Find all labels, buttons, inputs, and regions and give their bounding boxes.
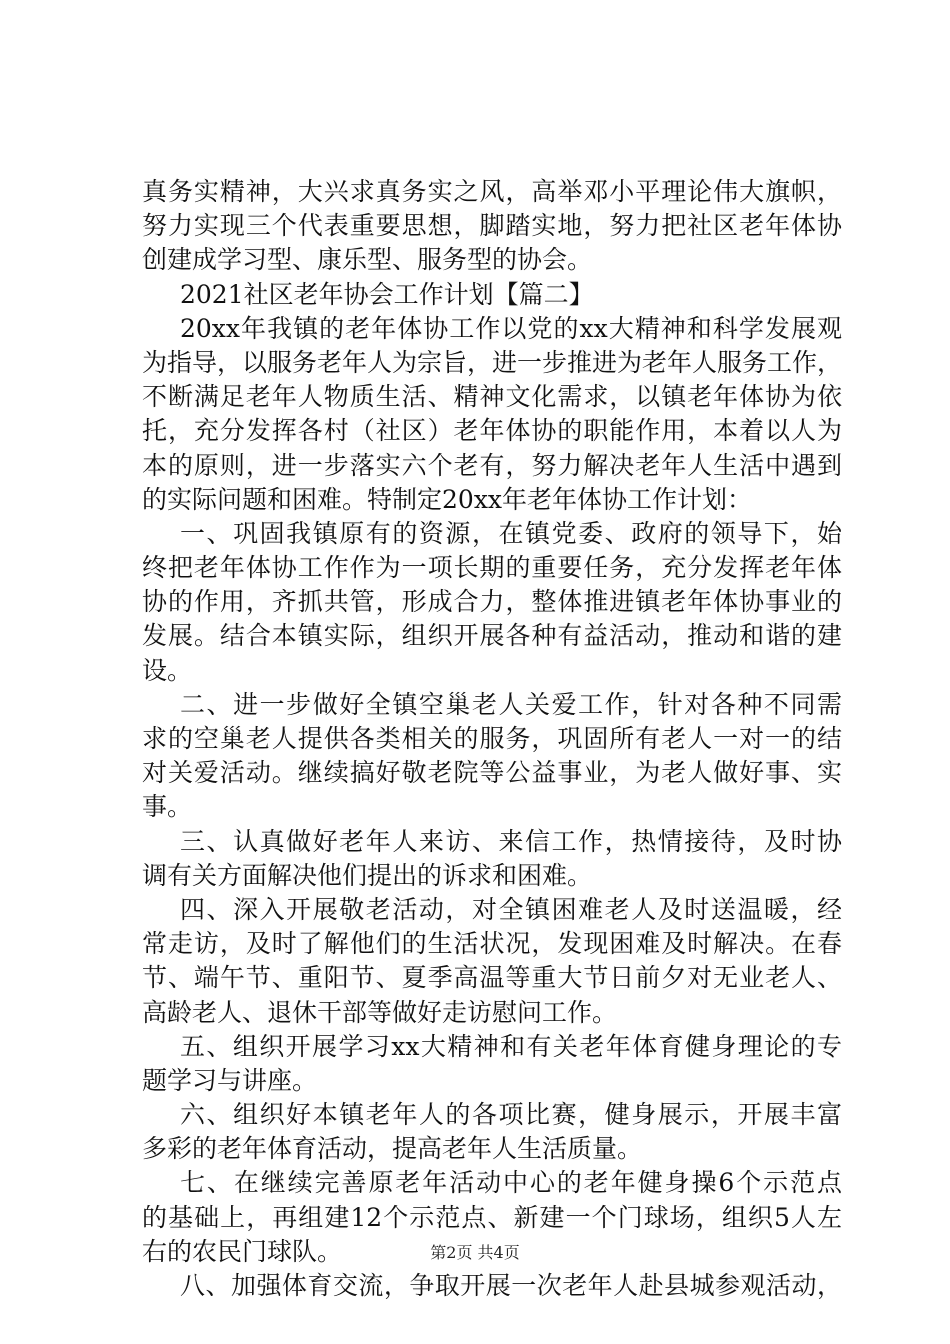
text-line: 调有关方面解决他们提出的诉求和困难。 — [142, 860, 593, 890]
text-line: 本的原则，进一步落实六个老有，努力解决老年人生活中遇到 — [142, 450, 842, 480]
text-line: 多彩的老年体育活动，提高老年人生活质量。 — [142, 1134, 643, 1164]
text-line: 三、认真做好老年人来访、来信工作，热情接待，及时协 — [180, 826, 842, 856]
text-line: 创建成学习型、康乐型、服务型的协会。 — [142, 245, 593, 275]
text-line: 对关爱活动。继续搞好敬老院等公益事业，为老人做好事、实 — [142, 758, 842, 788]
page-footer: 第2页 共4页 — [430, 1243, 520, 1262]
text-line: 努力实现三个代表重要思想，脚踏实地，努力把社区老年体协 — [142, 211, 842, 241]
text-line: 一、巩固我镇原有的资源，在镇党委、政府的领导下，始 — [180, 518, 842, 548]
text-line: 八、加强体育交流，争取开展一次老年人赴县城参观活动， — [180, 1271, 842, 1300]
text-line: 不断满足老年人物质生活、精神文化需求，以镇老年体协为依 — [142, 382, 842, 412]
text-line: 事。 — [142, 792, 193, 822]
text-line: 协的作用，齐抓共管，形成合力，整体推进镇老年体协事业的 — [142, 587, 842, 617]
text-line: 为指导，以服务老年人为宗旨，进一步推进为老年人服务工作， — [142, 347, 843, 377]
text-line: 四、深入开展敬老活动，对全镇困难老人及时送温暖，经 — [180, 894, 842, 924]
text-line: 节、端午节、重阳节、夏季高温等重大节日前夕对无业老人、 — [142, 963, 842, 993]
text-line: 的实际问题和困难。特制定20xx年老年体协工作计划： — [142, 484, 753, 514]
text-line: 六、组织好本镇老年人的各项比赛，健身展示，开展丰富 — [180, 1100, 842, 1130]
text-line: 求的空巢老人提供各类相关的服务，巩固所有老人一对一的结 — [142, 724, 842, 753]
text-line: 20xx年我镇的老年体协工作以党的xx大精神和科学发展观 — [180, 313, 842, 343]
text-line: 七、在继续完善原老年活动中心的老年健身操6个示范点 — [180, 1168, 842, 1198]
text-line: 的基础上，再组建12个示范点、新建一个门球场，组织5人左 — [142, 1202, 842, 1232]
text-line: 终把老年体协工作作为一项长期的重要任务，充分发挥老年体 — [142, 553, 842, 583]
text-line: 设。 — [142, 655, 193, 685]
text-line: 2021社区老年协会工作计划【篇二】 — [180, 279, 594, 309]
text-line: 托，充分发挥各村（社区）老年体协的职能作用，本着以人为 — [142, 416, 842, 446]
text-line: 常走访，及时了解他们的生活状况，发现困难及时解决。在春 — [142, 929, 842, 959]
text-line: 高龄老人、退休干部等做好走访慰问工作。 — [142, 997, 618, 1027]
text-line: 题学习与讲座。 — [142, 1065, 318, 1095]
text-line: 五、组织开展学习xx大精神和有关老年体育健身理论的专 — [180, 1031, 842, 1061]
text-line: 真务实精神，大兴求真务实之风，高举邓小平理论伟大旗帜， — [142, 177, 842, 206]
document-body — [142, 175, 842, 1303]
text-line: 右的农民门球队。 — [142, 1236, 343, 1266]
text-line: 发展。结合本镇实际，组织开展各种有益活动，推动和谐的建 — [142, 621, 842, 651]
text-line: 二、进一步做好全镇空巢老人关爱工作，针对各种不同需 — [180, 689, 842, 719]
